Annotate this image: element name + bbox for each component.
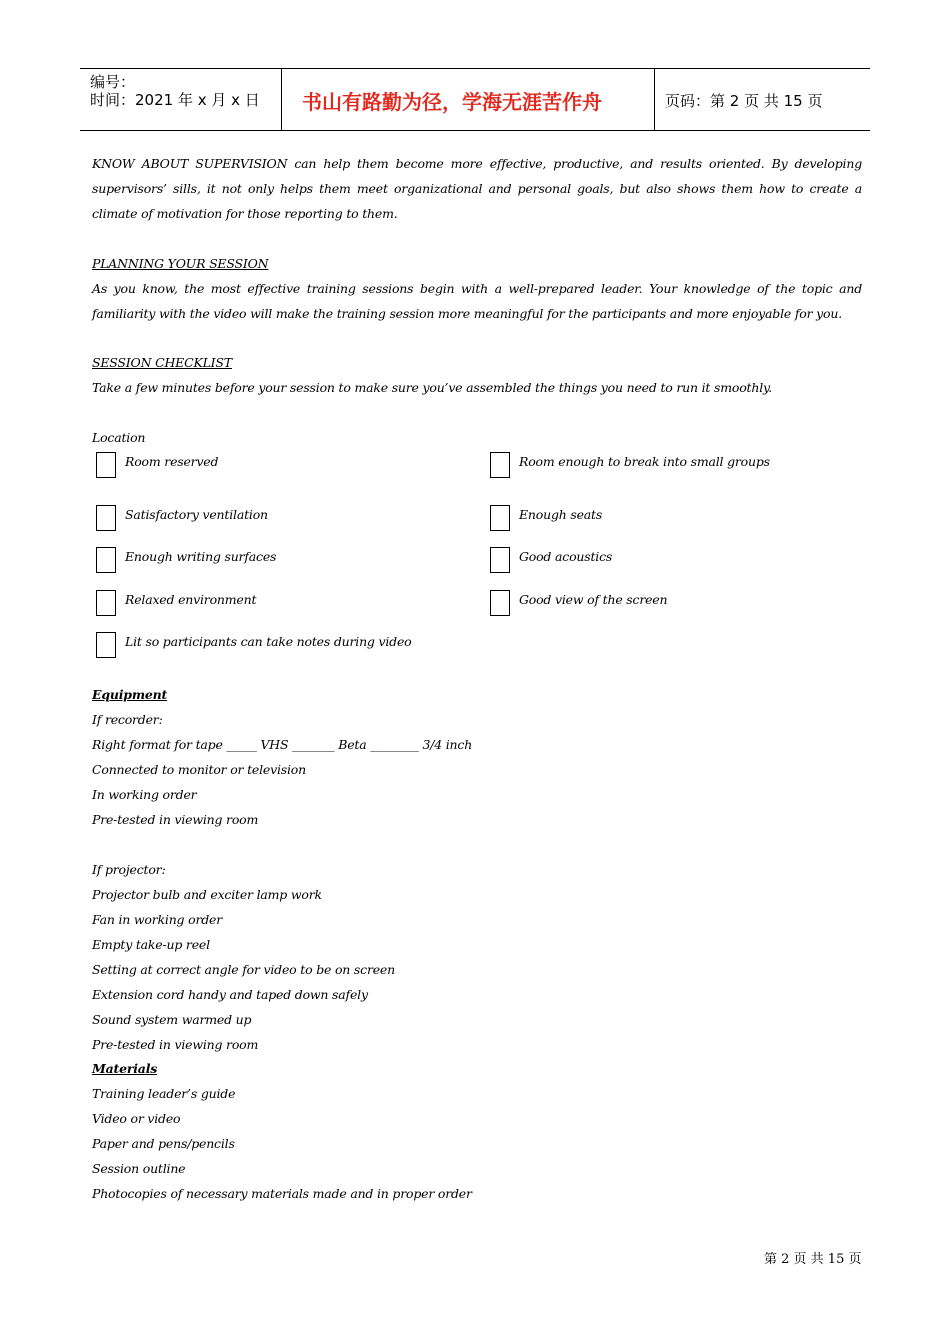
checkbox-enough-writing-surfaces[interactable] bbox=[96, 547, 116, 573]
checkbox-label: Satisfactory ventilation bbox=[125, 507, 268, 522]
checkbox-label: Enough writing surfaces bbox=[125, 549, 277, 564]
list-item: In working order bbox=[92, 787, 197, 802]
checkbox-label: Lit so participants can take notes during video bbox=[125, 634, 412, 649]
list-item: Extension cord handy and taped down safely bbox=[92, 987, 368, 1002]
checkbox-label: Room reserved bbox=[125, 454, 219, 469]
list-item: If recorder: bbox=[92, 712, 163, 727]
list-item: Projector bulb and exciter lamp work bbox=[92, 887, 322, 902]
checkbox-label: Room enough to break into small groups bbox=[519, 454, 770, 469]
planning-heading-text: PLANNING YOUR SESSION bbox=[92, 256, 269, 271]
motto: 书山有路勤为径，学海无涯苦作舟 bbox=[302, 90, 602, 114]
planning-heading bbox=[92, 251, 862, 276]
list-item: Setting at correct angle for video to be on screen bbox=[92, 962, 395, 977]
checkbox-good-acoustics[interactable] bbox=[490, 547, 510, 573]
list-item: Right format for tape _____ VHS _______ Beta ________ 3/4 inch bbox=[92, 737, 473, 752]
checkbox-label: Relaxed environment bbox=[125, 592, 257, 607]
page-footer: 第 2 页 共 15 页 bbox=[764, 1252, 862, 1267]
checkbox-room-reserved[interactable] bbox=[96, 452, 116, 478]
list-item: Photocopies of necessary materials made and in proper order bbox=[92, 1186, 472, 1201]
materials-heading bbox=[92, 1056, 862, 1081]
location-label: Location bbox=[92, 430, 146, 445]
intro-paragraph: KNOW ABOUT SUPERVISION can help them become more effective, productive, and results oriented. By developing supervisors’ sills, it not only helps them meet organizational and personal goals, but also shows them how to create a climate of motivation for those reporting to them. bbox=[92, 156, 862, 221]
equipment-list bbox=[92, 707, 862, 1057]
number-label: 编号： bbox=[90, 73, 136, 91]
header-right-cell bbox=[655, 69, 870, 130]
materials-list bbox=[92, 1081, 862, 1206]
checkbox-good-view[interactable] bbox=[490, 590, 510, 616]
planning-paragraph: As you know, the most effective training sessions begin with a well-prepared leader. Your knowledge of the topic and familiarity with the video will make the training session more meaningful for the participants and more enjoyable for you. bbox=[92, 281, 862, 321]
checklist-heading bbox=[92, 350, 862, 375]
list-item: Empty take-up reel bbox=[92, 937, 210, 952]
list-item: Fan in working order bbox=[92, 912, 222, 927]
checklist-intro: Take a few minutes before your session to make sure you’ve assembled the things you need to run it smoothly. bbox=[92, 380, 772, 395]
checkbox-relaxed-environment[interactable] bbox=[96, 590, 116, 616]
equipment-heading bbox=[92, 682, 862, 707]
checkbox-satisfactory-ventilation[interactable] bbox=[96, 505, 116, 531]
header-center-cell bbox=[282, 69, 655, 130]
list-item: Pre-tested in viewing room bbox=[92, 1037, 259, 1052]
checkbox-lit-for-notes[interactable] bbox=[96, 632, 116, 658]
list-item: Paper and pens/pencils bbox=[92, 1136, 235, 1151]
list-item: Pre-tested in viewing room bbox=[92, 812, 259, 827]
page-number-label: 页码：第 2 页 共 15 页 bbox=[665, 92, 823, 110]
header-left-cell bbox=[80, 69, 282, 130]
equipment-heading-text: Equipment bbox=[92, 687, 168, 702]
materials-heading-text: Materials bbox=[92, 1061, 158, 1076]
list-item: Session outline bbox=[92, 1161, 186, 1176]
checkbox-label: Good view of the screen bbox=[519, 592, 668, 607]
checkbox-room-small-groups[interactable] bbox=[490, 452, 510, 478]
document-header bbox=[80, 68, 870, 131]
list-item: Sound system warmed up bbox=[92, 1012, 252, 1027]
checkbox-enough-seats[interactable] bbox=[490, 505, 510, 531]
checklist-heading-text: SESSION CHECKLIST bbox=[92, 355, 232, 370]
list-item: Training leader’s guide bbox=[92, 1086, 236, 1101]
list-item: If projector: bbox=[92, 862, 166, 877]
blank-line bbox=[92, 832, 862, 857]
list-item: Connected to monitor or television bbox=[92, 762, 306, 777]
checkbox-label: Enough seats bbox=[519, 507, 603, 522]
list-item: Video or video bbox=[92, 1111, 181, 1126]
time-label: 时间：2021 年 x 月 x 日 bbox=[90, 91, 260, 109]
checkbox-label: Good acoustics bbox=[519, 549, 613, 564]
